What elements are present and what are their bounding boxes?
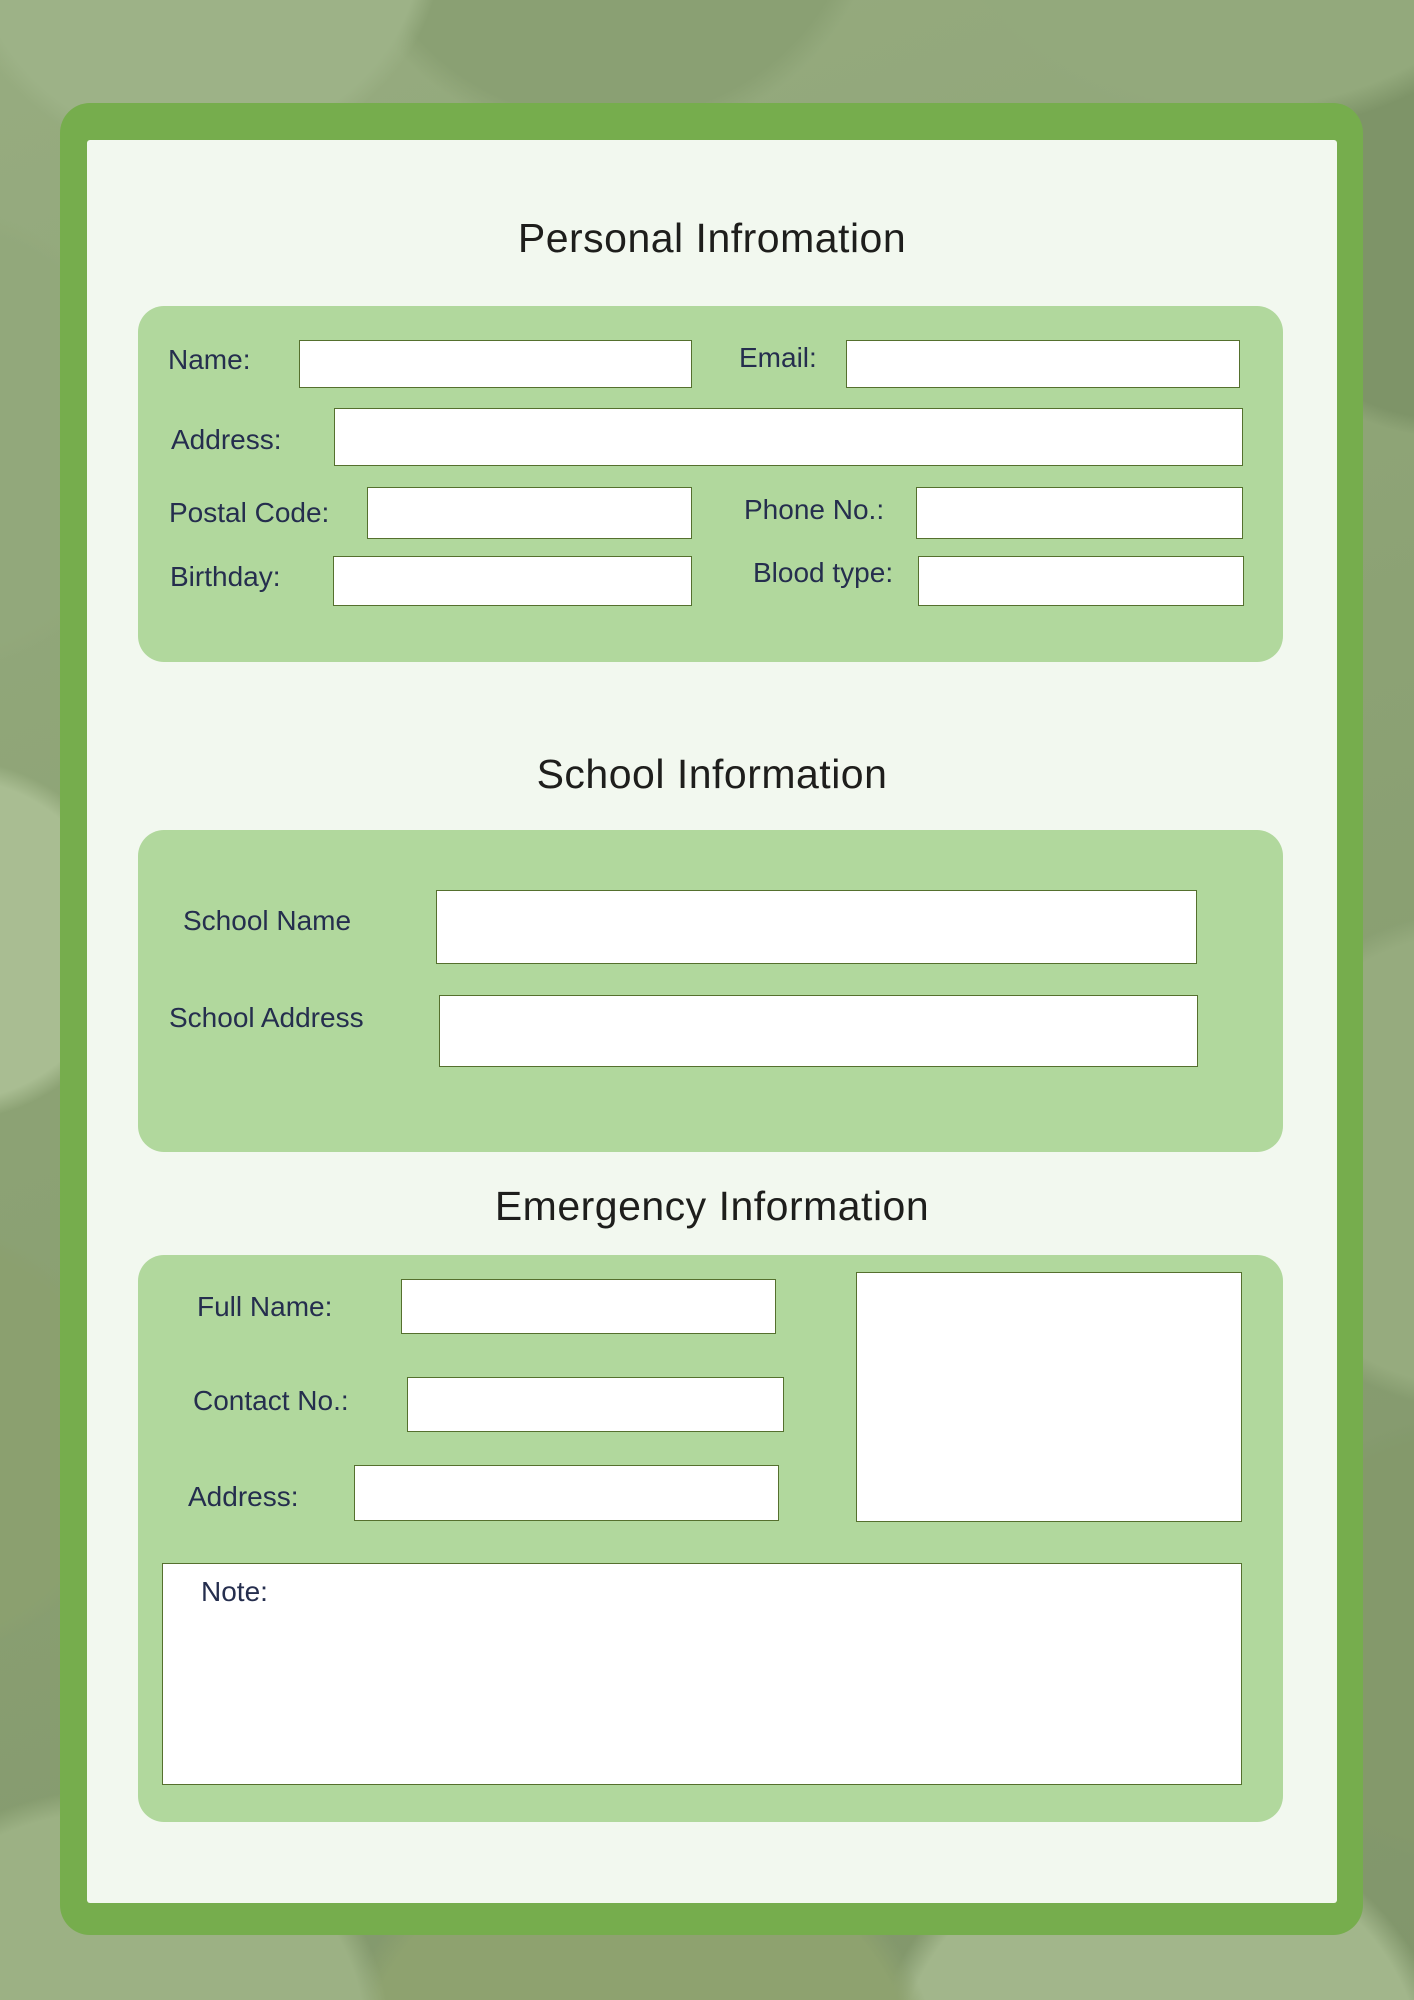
form-paper <box>87 140 1337 1903</box>
blood-type-label: Blood type: <box>753 557 894 588</box>
birthday-label: Birthday: <box>170 561 281 592</box>
full-name-label: Full Name: <box>197 1291 333 1322</box>
phone-label: Phone No.: <box>744 494 885 525</box>
note-box[interactable] <box>162 1563 1242 1785</box>
emergency-info-panel <box>138 1255 1283 1822</box>
emergency-section-title: Emergency Information <box>494 1183 930 1229</box>
school-section-title: School Information <box>536 751 888 797</box>
contact-no-input[interactable] <box>407 1377 784 1432</box>
name-label: Name: <box>168 344 251 375</box>
email-input[interactable] <box>846 340 1240 388</box>
school-name-input[interactable] <box>436 890 1197 964</box>
postal-code-label: Postal Code: <box>169 497 330 528</box>
birthday-input[interactable] <box>333 556 692 606</box>
school-address-input[interactable] <box>439 995 1198 1067</box>
school-address-label: School Address <box>169 1002 364 1033</box>
name-input[interactable] <box>299 340 692 388</box>
personal-info-panel <box>138 306 1283 662</box>
emergency-address-input[interactable] <box>354 1465 779 1521</box>
blood-type-input[interactable] <box>918 556 1244 606</box>
school-info-panel <box>138 830 1283 1152</box>
emergency-address-label: Address: <box>188 1481 299 1512</box>
address-label: Address: <box>171 424 282 455</box>
phone-input[interactable] <box>916 487 1243 539</box>
photo-box[interactable] <box>856 1272 1242 1522</box>
personal-section-title: Personal Infromation <box>517 215 907 261</box>
postal-code-input[interactable] <box>367 487 692 539</box>
address-input[interactable] <box>334 408 1243 466</box>
contact-no-label: Contact No.: <box>193 1385 349 1416</box>
school-name-label: School Name <box>183 905 352 936</box>
email-label: Email: <box>739 342 817 373</box>
note-label: Note: <box>201 1576 268 1607</box>
full-name-input[interactable] <box>401 1279 776 1334</box>
